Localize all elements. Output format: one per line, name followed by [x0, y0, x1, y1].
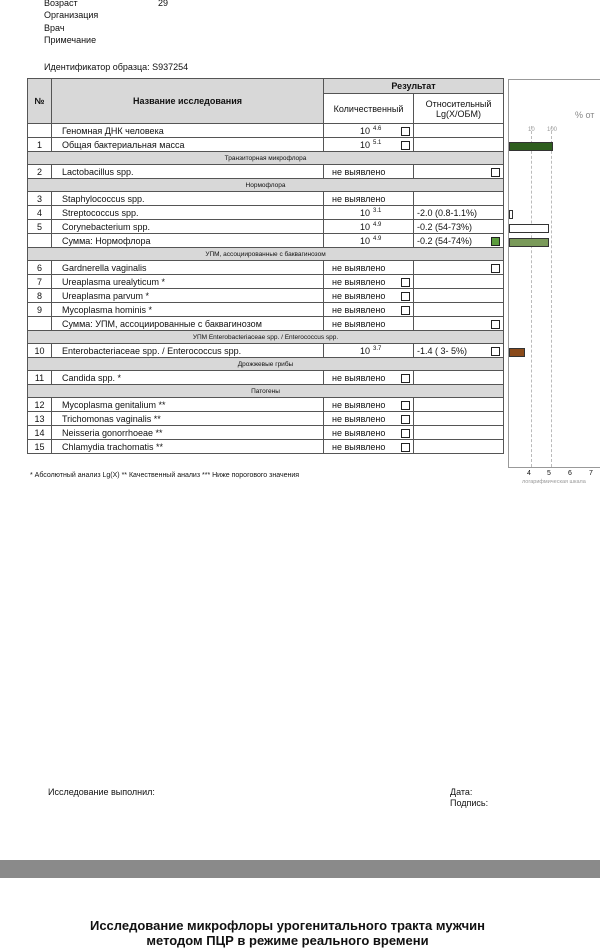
- section-title: Нормофлора: [28, 179, 504, 192]
- tick-100: 100: [547, 127, 558, 133]
- relative-cell: [414, 165, 504, 179]
- quantitative-cell: [324, 206, 414, 220]
- table-row: [28, 344, 504, 358]
- table-row: [28, 371, 504, 385]
- relative-cell: [414, 124, 504, 138]
- quantitative-cell: [324, 261, 414, 275]
- age-label: Возраст: [44, 0, 78, 8]
- result-checkbox: [401, 127, 410, 136]
- test-name: Gardnerella vaginalis: [52, 261, 324, 275]
- quant-base: 10: [360, 207, 371, 218]
- table-row: [28, 138, 504, 152]
- relative-cell: [414, 398, 504, 412]
- quantitative-cell: [324, 220, 414, 234]
- result-checkbox: [491, 237, 500, 246]
- row-number: 4: [28, 206, 52, 220]
- relative-cell: [414, 426, 504, 440]
- table-row: [28, 398, 504, 412]
- quant-exponent: 4.9: [373, 235, 382, 242]
- page-separator: [0, 860, 600, 878]
- section-title: Патогены: [28, 385, 504, 398]
- section-header-row: [28, 248, 504, 261]
- row-number: [28, 124, 52, 138]
- axis-tick-label: 4: [527, 470, 531, 477]
- table-row: [28, 261, 504, 275]
- table-row: [28, 165, 504, 179]
- row-number: 13: [28, 412, 52, 426]
- relative-cell: [414, 412, 504, 426]
- title-line-1: Исследование микрофлоры урогенитального тракта мужчин: [89, 918, 485, 933]
- relative-cell: [414, 371, 504, 385]
- quant-exponent: 4.9: [373, 221, 382, 228]
- col-header-result: Результат: [324, 79, 504, 94]
- quant-exponent: 3.7: [373, 345, 382, 352]
- result-checkbox: [401, 278, 410, 287]
- relative-cell: [414, 234, 504, 248]
- relative-cell: [414, 344, 504, 358]
- test-name: Neisseria gonorrhoeae **: [52, 426, 324, 440]
- relative-cell: [414, 275, 504, 289]
- relative-value: -1.4 ( 3- 5%): [417, 345, 468, 356]
- col-header-num: №: [28, 79, 52, 124]
- result-checkbox: [401, 443, 410, 452]
- result-checkbox: [401, 429, 410, 438]
- quant-exponent: 3.1: [373, 207, 382, 214]
- sample-id: Идентификатор образца: S937254: [44, 62, 189, 72]
- quantitative-cell: [324, 317, 414, 331]
- qualitative-result: не выявлено: [332, 427, 386, 438]
- quantitative-cell: [324, 398, 414, 412]
- result-checkbox: [491, 347, 500, 356]
- quantitative-cell: [324, 138, 414, 152]
- section-title: УПМ Enterobacteriaceae spp. / Enterococcus spp.: [28, 331, 504, 344]
- log-scale-chart: [508, 79, 600, 468]
- table-row: [28, 426, 504, 440]
- tick-10: 10: [528, 127, 535, 133]
- performed-by-label: Исследование выполнил:: [48, 787, 155, 797]
- table-row: [28, 303, 504, 317]
- quantitative-cell: [324, 124, 414, 138]
- relative-cell: [414, 261, 504, 275]
- qualitative-result: не выявлено: [332, 318, 386, 329]
- axis-tick-label: 6: [568, 470, 572, 477]
- qualitative-result: не выявлено: [332, 290, 386, 301]
- relative-cell: [414, 138, 504, 152]
- chart-bar: [509, 238, 549, 247]
- table-row: [28, 412, 504, 426]
- test-name: Streptococcus spp.: [52, 206, 324, 220]
- section-header-row: [28, 358, 504, 371]
- qualitative-result: не выявлено: [332, 193, 386, 204]
- row-number: [28, 234, 52, 248]
- table-row: [28, 192, 504, 206]
- quantitative-cell: [324, 426, 414, 440]
- test-name: Trichomonas vaginalis **: [52, 412, 324, 426]
- document-title: [0, 918, 575, 948]
- quant-base: 10: [360, 221, 371, 232]
- table-row: [28, 206, 504, 220]
- result-checkbox: [491, 320, 500, 329]
- row-number: 6: [28, 261, 52, 275]
- footnote: * Абсолютный анализ Lg(X) ** Качественный анализ *** Ниже порогового значения: [30, 472, 300, 479]
- quantitative-cell: [324, 344, 414, 358]
- result-checkbox: [401, 415, 410, 424]
- row-number: 10: [28, 344, 52, 358]
- note-label: Примечание: [44, 35, 97, 45]
- organization-label: Организация: [44, 10, 99, 20]
- qualitative-result: не выявлено: [332, 304, 386, 315]
- table-row: [28, 317, 504, 331]
- qualitative-result: не выявлено: [332, 262, 386, 273]
- row-number: 5: [28, 220, 52, 234]
- test-name: Общая бактериальная масса: [52, 138, 324, 152]
- quantitative-cell: [324, 192, 414, 206]
- test-name: Mycoplasma hominis *: [52, 303, 324, 317]
- result-checkbox: [401, 292, 410, 301]
- test-name: Enterobacteriaceae spp. / Enterococcus spp.: [52, 344, 324, 358]
- row-number: 1: [28, 138, 52, 152]
- section-header-row: [28, 385, 504, 398]
- test-name: Mycoplasma genitalium **: [52, 398, 324, 412]
- quant-base: 10: [360, 125, 371, 136]
- result-checkbox: [491, 168, 500, 177]
- relative-cell: [414, 192, 504, 206]
- row-number: 8: [28, 289, 52, 303]
- test-name: Chlamydia trachomatis **: [52, 440, 324, 454]
- relative-cell: [414, 317, 504, 331]
- quantitative-cell: [324, 165, 414, 179]
- quantitative-cell: [324, 275, 414, 289]
- chart-bar: [509, 224, 549, 233]
- grid-line: [531, 126, 532, 467]
- chart-bar: [509, 210, 513, 219]
- section-header-row: [28, 331, 504, 344]
- row-number: 3: [28, 192, 52, 206]
- result-checkbox: [491, 264, 500, 273]
- result-checkbox: [401, 141, 410, 150]
- relative-value: -0.2 (54-73%): [417, 221, 473, 232]
- relative-cell: [414, 440, 504, 454]
- table-row: [28, 275, 504, 289]
- results-table: [27, 78, 504, 454]
- chart-bar: [509, 348, 525, 357]
- quant-exponent: 4.6: [373, 125, 382, 132]
- row-number: 11: [28, 371, 52, 385]
- test-name: Ureaplasma urealyticum *: [52, 275, 324, 289]
- row-number: 15: [28, 440, 52, 454]
- table-row: [28, 124, 504, 138]
- row-number: 7: [28, 275, 52, 289]
- qualitative-result: не выявлено: [332, 372, 386, 383]
- row-number: 12: [28, 398, 52, 412]
- test-name: Ureaplasma parvum *: [52, 289, 324, 303]
- age-value: 29: [158, 0, 169, 8]
- results-table-wrapper: [27, 78, 503, 454]
- date-label: Дата:: [450, 787, 473, 797]
- results-body: [28, 124, 504, 454]
- quantitative-cell: [324, 412, 414, 426]
- quantitative-cell: [324, 440, 414, 454]
- row-number: 14: [28, 426, 52, 440]
- test-name: Corynebacterium spp.: [52, 220, 324, 234]
- qualitative-result: не выявлено: [332, 166, 386, 177]
- test-name: Staphylococcus spp.: [52, 192, 324, 206]
- table-row: [28, 234, 504, 248]
- relative-cell: [414, 289, 504, 303]
- section-header-row: [28, 179, 504, 192]
- col-header-rel: Относительный Lg(X/ОБМ): [414, 94, 504, 124]
- quant-base: 10: [360, 345, 371, 356]
- qualitative-result: не выявлено: [332, 441, 386, 452]
- quantitative-cell: [324, 234, 414, 248]
- row-number: [28, 317, 52, 331]
- result-checkbox: [401, 401, 410, 410]
- qualitative-result: не выявлено: [332, 399, 386, 410]
- result-checkbox: [401, 306, 410, 315]
- axis-caption: логарифмическая шкала: [522, 479, 586, 485]
- test-name: Candida spp. *: [52, 371, 324, 385]
- quant-base: 10: [360, 139, 371, 150]
- qualitative-result: не выявлено: [332, 413, 386, 424]
- row-number: 9: [28, 303, 52, 317]
- table-row: [28, 289, 504, 303]
- relative-value: -2.0 (0.8-1.1%): [417, 207, 478, 218]
- quantitative-cell: [324, 289, 414, 303]
- table-row: [28, 440, 504, 454]
- axis-tick-label: 5: [547, 470, 551, 477]
- col-header-quant: Количественный: [324, 94, 414, 124]
- row-number: 2: [28, 165, 52, 179]
- relative-cell: [414, 206, 504, 220]
- test-name: Lactobacillus spp.: [52, 165, 324, 179]
- result-checkbox: [401, 374, 410, 383]
- axis-tick-label: 7: [589, 470, 593, 477]
- section-header-row: [28, 152, 504, 165]
- section-title: УПМ, ассоциированные с баквагинозом: [28, 248, 504, 261]
- test-name: Сумма: УПМ, ассоциированные с баквагинозом: [52, 317, 324, 331]
- grid-line: [551, 126, 552, 467]
- quantitative-cell: [324, 371, 414, 385]
- qualitative-result: не выявлено: [332, 276, 386, 287]
- relative-cell: [414, 220, 504, 234]
- section-title: Дрожжевые грибы: [28, 358, 504, 371]
- section-title: Транзиторная микрофлора: [28, 152, 504, 165]
- quant-base: 10: [360, 235, 371, 246]
- table-row: [28, 220, 504, 234]
- quantitative-cell: [324, 303, 414, 317]
- relative-cell: [414, 303, 504, 317]
- title-line-2: методом ПЦР в режиме реального времени: [146, 933, 429, 948]
- relative-value: -0.2 (54-74%): [417, 235, 473, 246]
- chart-bar: [509, 142, 553, 151]
- percent-label: % от: [575, 110, 595, 120]
- doctor-label: Врач: [44, 23, 65, 33]
- col-header-name: Название исследования: [52, 79, 324, 124]
- test-name: Сумма: Нормофлора: [52, 234, 324, 248]
- test-name: Геномная ДНК человека: [52, 124, 324, 138]
- quant-exponent: 5.1: [373, 139, 382, 146]
- signature-label: Подпись:: [450, 798, 489, 808]
